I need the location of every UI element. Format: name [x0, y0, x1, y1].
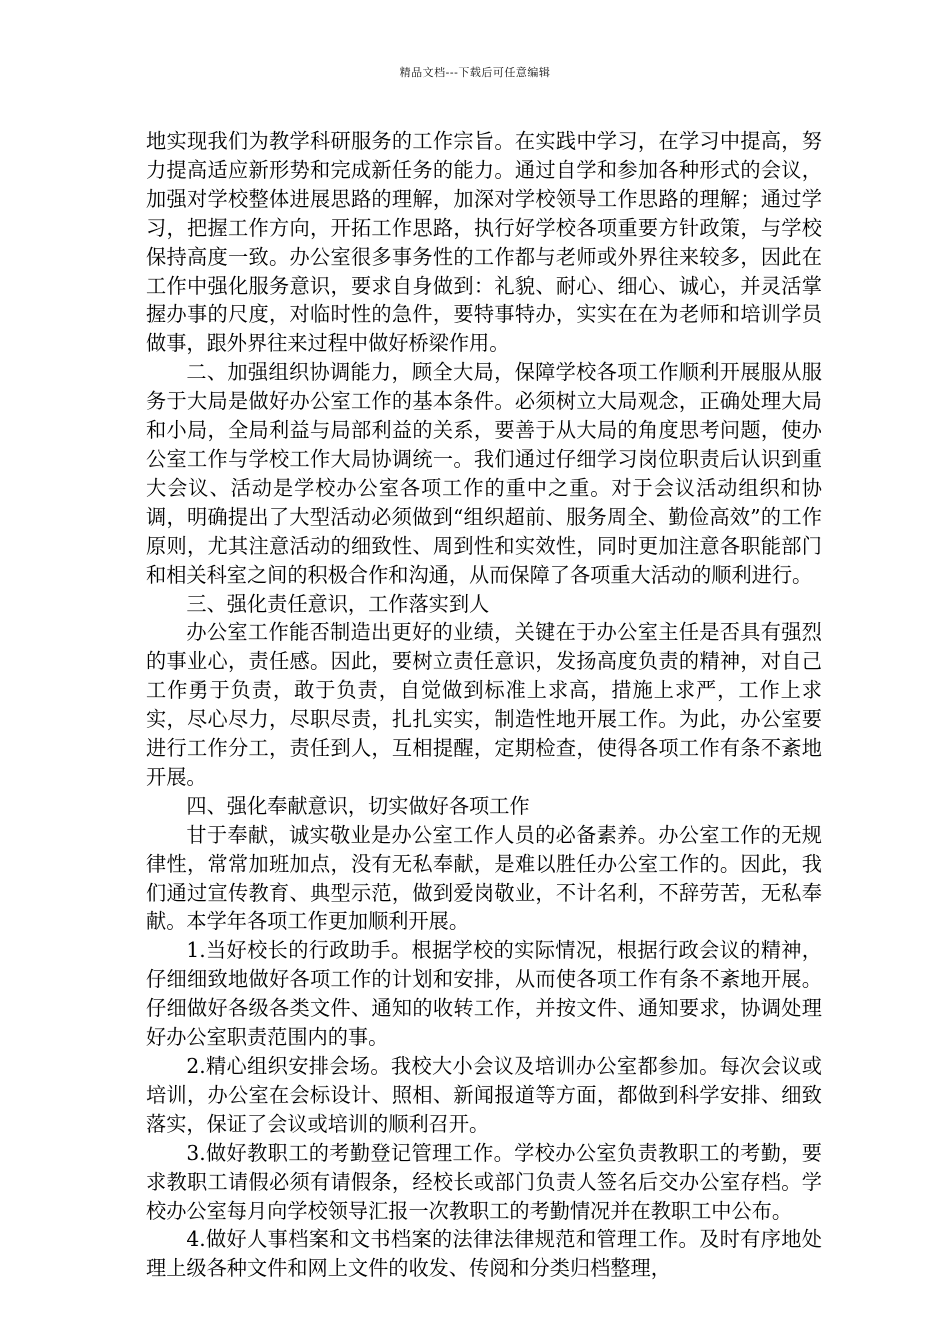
list-item: 1.当好校长的行政助手。根据学校的实际情况，根据行政会议的精神，仔细细致地做好各项工作的计划和安排，从而使各项工作有条不紊地开展。仔细做好各级各类文件、通知的收转工作，并按文件、通知要求，协调处理好办公室职责范围内的事。 — [146, 938, 822, 1050]
section-heading: 四、强化奉献意识，切实做好各项工作 — [186, 793, 530, 818]
list-item: 3.做好教职工的考勤登记管理工作。学校办公室负责教职工的考勤，要求教职工请假必须有请假条，经校长或部门负责人签名后交办公室存档。学校办公室每月向学校领导汇报一次教职工的考勤情况并在教职工中公布。 — [146, 1140, 822, 1223]
paragraph: 地实现我们为教学科研服务的工作宗旨。在实践中学习，在学习中提高，努力提高适应新形势和完成新任务的能力。通过自学和参加各种形式的会议，加强对学校整体进展思路的理解，加深对学校领导工作思路的理解；通过学习，把握工作方向，开拓工作思路，执行好学校各项重要方针政策，与学校保持高度一致。办公室很多事务性的工作都与老师或外界往来较多，因此在工作中强化服务意识，要求自身做到：礼貌、耐心、细心、诚心，并灵活掌握办事的尺度，对临时性的急件，要特事特办，实实在在为老师和培训学员做事，跟外界往来过程中做好桥梁作用。 — [146, 129, 822, 356]
list-item: 2.精心组织安排会场。我校大小会议及培训办公室都参加。每次会议或培训，办公室在会标设计、照相、新闻报道等方面，都做到科学安排、细致落实，保证了会议或培训的顺利召开。 — [146, 1054, 822, 1136]
section-heading-paragraph: 二、加强组织协调能力，顾全大局，保障学校各项工作顺利开展服从服务于大局是做好办公室工作的基本条件。必须树立大局观念，正确处理大局和小局，全局利益与局部利益的关系，要善于从大局的角度思考问题，使办公室工作与学校工作大局协调统一。我们通过仔细学习岗位职责后认识到重大会议、活动是学校办公室各项工作的重中之重。对于会议活动组织和协调，明确提出了大型活动必须做到“组织超前、服务周全、勤俭高效”的工作原则，尤其注意活动的细致性、周到性和实效性，同时更加注意各职能部门和相关科室之间的积极合作和沟通，从而保障了各项重大活动的顺利进行。 — [146, 360, 822, 587]
paragraph: 办公室工作能否制造出更好的业绩，关键在于办公室主任是否具有强烈的事业心，责任感。因此，要树立责任意识，发扬高度负责的精神，对自己工作勇于负责，敢于负责，自觉做到标准上求高，措施上求严，工作上求实，尽心尽力，尽职尽责，扎扎实实，制造性地开展工作。为此，办公室要进行工作分工，责任到人，互相提醒，定期检查，使得各项工作有条不紊地开展。 — [146, 620, 822, 789]
section-heading: 三、强化责任意识，工作落实到人 — [186, 591, 490, 616]
list-item: 4.做好人事档案和文书档案的法律法律规范和管理工作。及时有序地处理上级各种文件和网上文件的收发、传阅和分类归档整理， — [146, 1227, 822, 1281]
document-body — [146, 127, 822, 1283]
paragraph: 甘于奉献，诚实敬业是办公室工作人员的必备素养。办公室工作的无规律性，常常加班加点，没有无私奉献，是难以胜任办公室工作的。因此，我们通过宣传教育、典型示范，做到爱岗敬业，不计名利，不辞劳苦，无私奉献。本学年各项工作更加顺利开展。 — [146, 822, 822, 934]
page-header: 精品文档---下载后可任意编辑 — [399, 66, 551, 79]
